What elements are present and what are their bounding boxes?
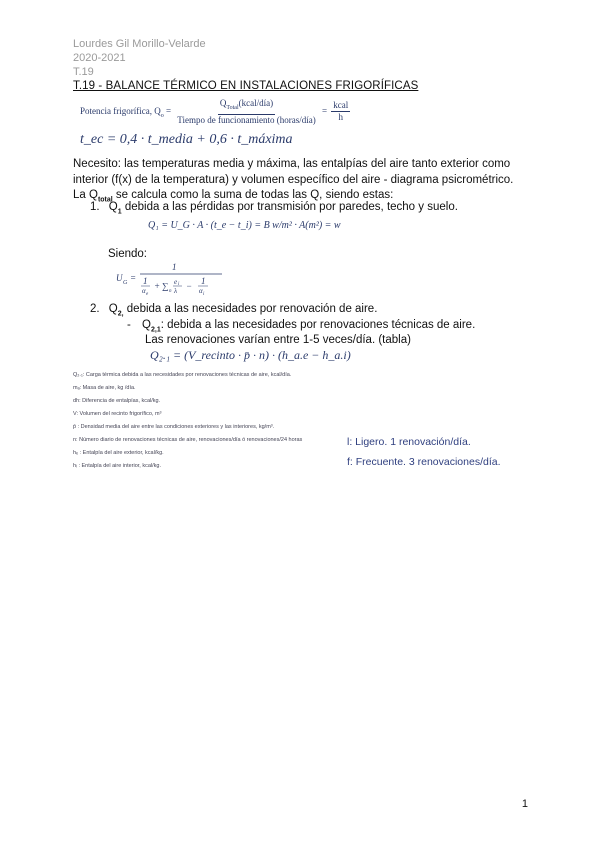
svg-text:λ: λ — [174, 287, 178, 295]
q21-formula: Q₂.₁ = (V_recinto · p̄ · n) · (h_a.e − h_a.i) — [150, 348, 351, 362]
item-2-1-text: : debida a las necesidades por renovaciones técnicas de aire. — [160, 319, 476, 331]
topic-code: T.19 — [73, 66, 94, 78]
page-title: T.19 - BALANCE TÉRMICO EN INSTALACIONES FRIGORÍFICAS — [73, 80, 419, 92]
svg-text:G: G — [123, 280, 128, 286]
legend-item: dh: Diferencia de entalpías, kcal/kg. — [73, 398, 161, 404]
svg-text:i: i — [203, 292, 205, 297]
item-2-number: 2. — [90, 303, 100, 315]
tec-formula: t_ec = 0,4 · t_media + 0,6 · t_máxima — [80, 132, 293, 147]
power-formula-lhs: Potencia frigorífica, Q — [80, 105, 161, 116]
legend-item: mₐ: Masa de aire, kg /día. — [73, 385, 136, 391]
item-1-number: 1. — [90, 201, 100, 213]
note-light: l: Ligero. 1 renovación/día. — [347, 436, 471, 448]
power-formula: Potencia frigorífica, $Q_o$ = $\frac{Q_{Total}(kcal/día)}{\text{Tiempo de funcionamiento (horas/día)}}$ = $\frac{\text{kcal}}{h}$ — [80, 98, 349, 125]
power-formula-fraction: $\frac{Q_{Total}(kcal/día)}{\text{Tiempo de funcionamiento (horas/día)}}$ — [177, 98, 316, 125]
intro-line-2: interior (f(x) de la temperatura) y volumen específico del aire - diagrama psicrométrico. — [73, 174, 514, 186]
svg-text:∑: ∑ — [162, 281, 169, 291]
legend-item: hᵢ : Entalpía del aire interior, kcal/kg. — [73, 463, 161, 469]
academic-year: 2020-2021 — [73, 52, 126, 64]
svg-text:+: + — [154, 281, 161, 291]
intro-line-1: Necesito: las temperaturas media y máxima, las entalpías del aire tanto exterior como — [73, 158, 511, 170]
item-1-text: debida a las pérdidas por transmisión por paredes, techo y suelo. — [121, 201, 458, 213]
page-number: 1 — [521, 798, 528, 810]
svg-text:i: i — [178, 282, 180, 287]
item-1: 1. $Q_1$ debida a las pérdidas por transmisión por paredes, techo y suelo. — [90, 201, 458, 216]
svg-text:n: n — [169, 289, 172, 294]
author-name: Lourdes Gil Morillo-Velarde — [73, 38, 206, 50]
ug-formula — [114, 259, 224, 297]
note-frequent: f: Frecuente. 3 renovaciones/día. — [347, 456, 501, 468]
legend-item: p̄ : Densidad media del aire entre las condiciones exteriores y las interiores, kg/m³. — [73, 424, 275, 430]
svg-text:e: e — [146, 292, 149, 297]
item-2-1: - $Q_{2,1}$: debida a las necesidades por renovaciones técnicas de aire. — [127, 319, 476, 334]
svg-text:1: 1 — [172, 262, 177, 272]
svg-text:e: e — [174, 278, 178, 286]
intro-line-3: La $Q_{total}$ se calcula como la suma de todas las Q, siendo estas: — [73, 189, 394, 204]
svg-text:U: U — [116, 273, 123, 283]
renovations-range: Las renovaciones varían entre 1-5 veces/día. (tabla) — [145, 334, 411, 346]
siendo-label: Siendo: — [108, 248, 148, 260]
legend-item: Q₂.₁: Carga térmica debida a las necesidades por renovaciones técnicas de aire, kcal/día. — [73, 372, 292, 378]
power-formula-unit: $\frac{\text{kcal}}{h}$ — [333, 100, 349, 123]
svg-text:=: = — [130, 273, 137, 283]
svg-text:α: α — [199, 287, 203, 295]
item-2-text: debida a las necesidades por renovación de aire. — [123, 303, 378, 315]
legend-item: n: Número diario de renovaciones técnicas de aire, renovaciones/día ó renovaciones/24 horas — [73, 437, 303, 443]
svg-text:1: 1 — [201, 276, 206, 286]
svg-text:−: − — [186, 281, 193, 291]
q1-formula: Q₁ = U_G · A · (t_e − t_i) = B w/m² · A(m²) = w — [148, 220, 341, 231]
item-2: 2. $Q_{2,}$ debida a las necesidades por renovación de aire. — [90, 303, 378, 318]
legend-item: hₑ : Entalpía del aire exterior, kcal/kg. — [73, 450, 164, 456]
legend-item: V: Volumen del recinto frigorífico, m³ — [73, 411, 162, 417]
svg-text:α: α — [142, 287, 146, 295]
svg-text:1: 1 — [143, 276, 148, 286]
